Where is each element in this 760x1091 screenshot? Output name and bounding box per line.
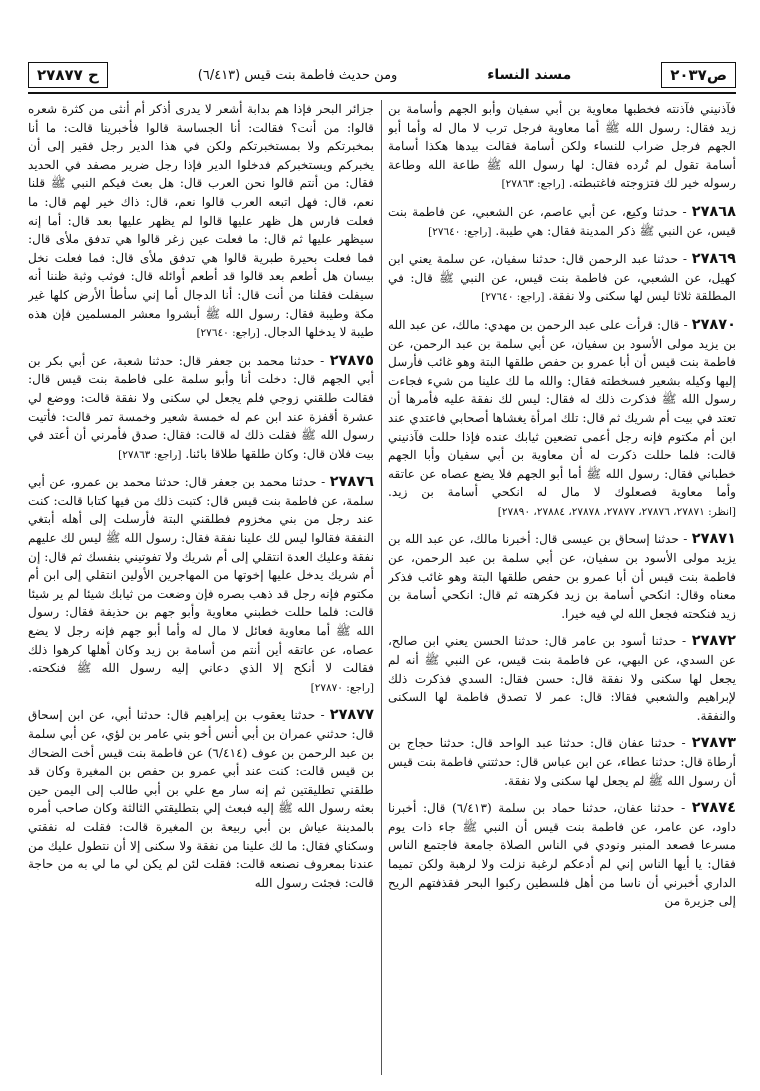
hadith-number: ٢٧٨٦٨ <box>691 203 736 220</box>
hadith-number: ٢٧٨٧٦ <box>329 474 374 491</box>
cross-reference: [انظر: ٢٧٨٧١، ٢٧٨٧٦، ٢٧٨٧٧، ٢٧٨٧٨، ٢٧٨٨٤، ٢٧٨٩٠] <box>497 505 736 518</box>
hadith-entry: ٢٧٨٧١ - حدثنا إسحاق بن عيسى قال: أخبرنا مالك، عن عبد الله بن يزيد مولى الأسود بن سفيان، عن أبي سلمة بن عبد الرحمن، عن فاطمة بنت قيس أن أبا عمرو بن حفص طلقها البتة وهو غائب فذكر معناه وقال: انكحي أسامة بن زيد فكرهته ثم قال: انكحي أسامة بن زيد فنكحته فجعل الله لي فيه خيرا. <box>388 531 736 621</box>
hadith-text: حدثنا وكيع، عن أبي عاصم، عن الشعبي، عن فاطمة بنت قيس، عن النبي ﷺ ذكر المدينة فقال: هي طيبة. <box>388 204 736 238</box>
hadith-text: جزائر البحر فإذا هم بدابة أشعر لا يدرى أذكر أم أنثى من كثرة شعره قالوا: من أنت؟ فقالت: أنا الجساسة قالوا فأخبرينا قالت: ما أنا بمخبرتكم ولا بمستخبرتكم ولكن في هذا الدير رجل فقير إلى أن يخبركم ويستخبركم فدخلوا الدير فإذا رجل ضرير مصفد في الحديد فقال: من أنتم قالوا نحن العرب قال: هل بعث فيكم النبي ﷺ قلنا نعم، قال: فهل اتبعه العرب قالوا نعم، قال: ذاك خير لهم قال: ما فعلت فارس هل ظهر عليها قالوا لم يظهر عليها بعد قال: أما إنه سيظهر عليها ثم قال: ما فعلت عين زغر قالوا هي تدفق ملأى قال: فما فعلت بحيرة طبرية قالوا هي تدفق ملأى قال: فما فعلت نخل بيسان هل أطعم بعد قالوا قد أطعم أوائله قال: فوثب وثبة ظننا أنه سيفلت فقلنا من أنت قال: أنا الدجال أما إني سأطأ الأرض كلها غير مكة وطيبة فقال: رسول الله ﷺ أبشروا معشر المسلمين فإن هذه طيبة لا يدخلها الدجال. <box>28 102 374 340</box>
hadith-text: حدثنا عفان، حدثنا حماد بن سلمة (٦/٤١٣) قال: أخبرنا داود، عن عامر، عن فاطمة بنت قيس أن النبي ﷺ جاء ذات يوم مسرعا فصعد المنبر ونودي في الناس الصلاة جامعة فاجتمع الناس فقال: يا أيها الناس إني لم أدعكم لرغبة نزلت ولا لرهبة ولكن تميما الداري أخبرني أن ناسا من أهل فلسطين ركبوا البحر فقذفتهم الريح إلى جزيرة من <box>388 801 736 909</box>
section-title: ومن حديث فاطمة بنت قيس (٦/٤١٣) <box>197 67 398 83</box>
right-column <box>388 100 736 1075</box>
cross-reference: [راجع: ٢٧٦٤٠] <box>196 327 260 340</box>
hadith-text: حدثنا محمد بن جعفر قال: حدثنا شعبة، عن أبي بكر بن أبي الجهم قال: دخلت أنا وأبو سلمة على فاطمة بنت قيس قال: فقالت طلقني زوجي فلم يجعل لي سكنى ولا نفقة قالت: ووضع لي عشرة أقفزة عند ابن عم له خمسة شعير وخمسة تمر قالت: فأتيت رسول الله ﷺ فقلت ذلك له قالت: فقال: صدق فأمرني أن أعتد في بيت فلان قال: وكان طلقها طلاقا بائنا. <box>28 353 374 461</box>
hadith-entry: ٢٧٨٧٥ - حدثنا محمد بن جعفر قال: حدثنا شعبة، عن أبي بكر بن أبي الجهم قال: دخلت أنا وأبو سلمة على فاطمة بنت قيس قال: فقالت طلقني زوجي فلم يجعل لي سكنى ولا نفقة قالت: ووضع لي عشرة أقفزة عند ابن عم له خمسة شعير وخمسة تمر قالت: فأتيت رسول الله ﷺ فقلت ذلك له قالت: فقال: صدق فأمرني أن أعتد في بيت فلان قال: وكان طلقها طلاقا بائنا. [راجع: ٢٧٨٦٣] <box>28 352 374 461</box>
hadith-number: ٢٧٨٧٢ <box>691 633 736 650</box>
hadith-text: فآذنيني فآذنته فخطبها معاوية بن أبي سفيان وأبو الجهم وأسامة بن زيد فقال: رسول الله ﷺ أما معاوية فرجل ترب لا مال له وأما أبو الجهم فرجل ضراب للنساء ولكن أسامة فقالت بيدها هكذا أسامة أسامة تقول لم تُرده فقال: لها رسول الله ﷺ طاعة الله وطاعة رسوله خير لك فتزوجته فاغتبطته. <box>388 102 736 191</box>
hadith-text: حدثنا إسحاق بن عيسى قال: أخبرنا مالك، عن عبد الله بن يزيد مولى الأسود بن سفيان، عن أبي سلمة بن عبد الرحمن، عن فاطمة بنت قيس أن أبا عمرو بن حفص طلقها البتة وهو غائب فذكر معناه وقال: انكحي أسامة بن زيد فكرهته ثم قال: انكحي أسامة بن زيد فنكحته فجعل الله لي فيه خيرا. <box>388 532 736 621</box>
hadith-text: حدثنا عبد الرحمن قال: حدثنا سفيان، عن سلمة يعني ابن كهيل، عن الشعبي، عن فاطمة بنت قيس، عن النبي ﷺ قال: في المطلقة ثلاثا ليس لها سكنى ولا نفقة. <box>388 252 736 304</box>
hadith-entry: ٢٧٨٧٠ - قال: قرأت على عبد الرحمن بن مهدي: مالك، عن عبد الله بن يزيد مولى الأسود بن سفيان، عن أبي سلمة بن عبد الرحمن، عن فاطمة بنت قيس أن أبا عمرو بن حفص طلقها البتة وهو غائب فأرسل إليها وكيله بشعير فسخطته فقال: والله ما لك علينا من شيء فجاءت رسول الله ﷺ فذكرت ذلك له فقال: ليس لك نفقة عليه فأمرها أن تعتد في بيت أم شريك ثم قال: تلك امرأة يغشاها أصحابي فاعتدي عند ابن أم مكتوم فإنه رجل أعمى تضعين ثيابك عنده فإذا حللت فآذنيني قالت: فلما حللت ذكرت له أن معاوية بن أبي سفيان وأبا الجهم خطباني فقال: رسول الله ﷺ أما أبو الجهم فلا يضع عصاه عن عاتقه وأما معاوية فصعلوك لا مال له انكحي أسامة بن زيد. [انظر: ٢٧٨٧١، ٢٧٨٧٦، ٢٧٨٧٧، ٢٧٨٧٨، ٢٧٨٨٤، ٢٧٨٩٠] <box>388 316 736 518</box>
hadith-entry <box>388 100 736 194</box>
book-title: مسند النساء <box>487 67 572 83</box>
left-column <box>28 100 374 1075</box>
hadith-text: حدثنا عفان قال: حدثنا عبد الواحد قال: حدثنا حجاج بن أرطاة قال: حدثنا عطاء، عن ابن عباس قال: حدثتني فاطمة بنت قيس أن رسول الله ﷺ لم يجعل لها سكنى ولا نفقة. <box>388 736 736 788</box>
hadith-text: حدثنا أسود بن عامر قال: حدثنا الحسن يعني ابن صالح، عن السدي، عن البهي، عن فاطمة بنت قيس، عن النبي ﷺ أنه لم يجعل لها سكنى ولا نفقة قال: حسن فقال: السدي فذكرت ذلك لإبراهيم والشعبي فقالا: قال: عمر لا تصدق فاطمة لها السكنى والنفقة. <box>388 634 736 723</box>
hadith-number: ٢٧٨٦٩ <box>691 251 736 268</box>
hadith-entry: ٢٧٨٦٨ - حدثنا وكيع، عن أبي عاصم، عن الشعبي، عن فاطمة بنت قيس، عن النبي ﷺ ذكر المدينة فقال: هي طيبة. [راجع: ٢٧٦٤٠] <box>388 203 736 238</box>
hadith-number: ٢٧٨٧٤ <box>691 800 736 817</box>
hadith-text: قال: قرأت على عبد الرحمن بن مهدي: مالك، عن عبد الله بن يزيد مولى الأسود بن سفيان، عن أبي سلمة بن عبد الرحمن، عن فاطمة بنت قيس أن أبا عمرو بن حفص طلقها البتة وهو غائب فأرسل إليها وكيله بشعير فسخطته فقال: والله ما لك علينا من شيء فجاءت رسول الله ﷺ فذكرت ذلك له فقال: ليس لك نفقة عليه فأمرها أن تعتد في بيت أم شريك ثم قال: تلك امرأة يغشاها أصحابي فاعتدي عند ابن أم مكتوم فإنه رجل أعمى تضعين ثيابك عنده فإذا حللت فآذنيني قالت: فلما حللت ذكرت له أن معاوية بن أبي سفيان وأبا الجهم خطباني فقال: رسول الله ﷺ أما أبو الجهم فلا يضع عصاه عن عاتقه وأما معاوية فصعلوك لا مال له انكحي أسامة بن زيد. <box>388 317 736 500</box>
cross-reference: [راجع: ٢٧٨٦٣] <box>118 448 182 461</box>
cross-reference: [راجع: ٢٧٨٧٠] <box>310 681 374 694</box>
hadith-number: ٢٧٨٧٥ <box>329 352 374 369</box>
hadith-number: ٢٧٨٧٣ <box>691 735 736 752</box>
hadith-number: ٢٧٨٧٠ <box>691 316 736 333</box>
page-number: ص٢٠٣٧ <box>661 62 736 88</box>
hadith-text: حدثنا محمد بن جعفر قال: حدثنا محمد بن عمرو، عن أبي سلمة، عن فاطمة بنت قيس قال: كتبت ذلك من فيها كتابا قالت: كنت عند رجل من بني مخزوم فطلقني البتة فأرسلت إلى أهله أبتغي النفقة فقالوا ليس لك علينا نفقة فقال: رسول الله ﷺ ليس لك عليهم نفقة وعليك العدة انتقلي إلى أم شريك ولا تفوتيني بنفسك ثم قال: إن أم شريك يدخل عليها إخوتها من المهاجرين الأولين انتقلي إلى ابن أم مكتوم فإنه رجل قد ذهب بصره فإن وضعت من ثيابك شيئا لم ير شيئا قالت: فلما حللت خطبني معاوية وأبو جهم بن حذيفة فقال: رسول الله ﷺ أما معاوية فعائل لا مال له وأما أبو جهم فإنه رجل لا يضع عصاه، عن عاتقه أين أنتم من أسامة بن زيد وكان أهلها كرهوا ذلك فقالت لا أنكح إلا الذي دعاني إليه رسول الله ﷺ فنكحته. <box>28 475 374 676</box>
hadith-marker: ح ٢٧٨٧٧ <box>28 62 108 88</box>
hadith-entry <box>28 100 374 343</box>
hadith-entry: ٢٧٨٧٤ - حدثنا عفان، حدثنا حماد بن سلمة (٦/٤١٣) قال: أخبرنا داود، عن عامر، عن فاطمة بنت قيس أن النبي ﷺ جاء ذات يوم مسرعا فصعد المنبر ونودي في الناس الصلاة جامعة فاجتمع الناس فقال: يا أيها الناس إني لم أدعكم لرغبة نزلت ولا لرهبة ولكن تميما الداري أخبرني أن ناسا من أهل فلسطين ركبوا البحر فقذفتهم الريح إلى جزيرة من <box>388 800 736 909</box>
hadith-entry: ٢٧٨٧٦ - حدثنا محمد بن جعفر قال: حدثنا محمد بن عمرو، عن أبي سلمة، عن فاطمة بنت قيس قال: كتبت ذلك من فيها كتابا قالت: كنت عند رجل من بني مخزوم فطلقني البتة فأرسلت إلى أهله أبتغي النفقة فقالوا ليس لك علينا نفقة فقال: رسول الله ﷺ ليس لك عليهم نفقة وعليك العدة انتقلي إلى أم شريك ولا تفوتيني بنفسك ثم قال: إن أم شريك يدخل عليها إخوتها من المهاجرين الأولين انتقلي إلى ابن أم مكتوم فإنه رجل قد ذهب بصره فإن وضعت من ثيابك شيئا لم ير شيئا قالت: فلما حللت خطبني معاوية وأبو جهم بن حذيفة فقال: رسول الله ﷺ أما معاوية فعائل لا مال له وأما أبو جهم فإنه رجل لا يضع عصاه، عن عاتقه أين أنتم من أسامة بن زيد وكان أهلها كرهوا ذلك فقالت لا أنكح إلا الذي دعاني إليه رسول الله ﷺ فنكحته. [راجع: ٢٧٨٧٠] <box>28 474 374 694</box>
column-divider <box>381 100 382 1075</box>
hadith-number: ٢٧٨٧٧ <box>329 707 374 724</box>
hadith-entry: ٢٧٨٦٩ - حدثنا عبد الرحمن قال: حدثنا سفيان، عن سلمة يعني ابن كهيل، عن الشعبي، عن فاطمة بنت قيس، عن النبي ﷺ قال: في المطلقة ثلاثا ليس لها سكنى ولا نفقة. [راجع: ٢٧٦٤٠] <box>388 251 736 304</box>
hadith-number: ٢٧٨٧١ <box>691 531 736 548</box>
cross-reference: [راجع: ٢٧٨٦٣] <box>501 178 565 191</box>
cross-reference: [راجع: ٢٧٦٤٠] <box>428 225 492 238</box>
hadith-entry: ٢٧٨٧٣ - حدثنا عفان قال: حدثنا عبد الواحد قال: حدثنا حجاج بن أرطاة قال: حدثنا عطاء، عن ابن عباس قال: حدثتني فاطمة بنت قيس أن رسول الله ﷺ لم يجعل لها سكنى ولا نفقة. <box>388 735 736 788</box>
page-header <box>28 58 736 94</box>
hadith-entry: ٢٧٨٧٢ - حدثنا أسود بن عامر قال: حدثنا الحسن يعني ابن صالح، عن السدي، عن البهي، عن فاطمة بنت قيس، عن النبي ﷺ أنه لم يجعل لها سكنى ولا نفقة قال: حسن فقال: السدي فذكرت ذلك لإبراهيم والشعبي فقالا: قال: عمر لا تصدق فاطمة لها السكنى والنفقة. <box>388 633 736 723</box>
hadith-entry: ٢٧٨٧٧ - حدثنا يعقوب بن إبراهيم قال: حدثنا أبي، عن ابن إسحاق قال: حدثني عمران بن أبي أنس أخو بني عامر بن لؤي، عن أبي سلمة بن عبد الرحمن بن عوف (٦/٤١٤) عن فاطمة بنت قيس أخت الضحاك بن قيس قالت: كنت عند أبي عمرو بن حفص بن المغيرة وكان قد طلقني تطليقتين ثم إنه سار مع علي بن أبي طالب إلى اليمن حين بعثه رسول الله ﷺ إليه فبعث إلي بتطليقتي الثالثة وكان صاحب أمره بالمدينة عياش بن أبي ربيعة بن المغيرة قالت: فقلت له نفقتي وسكناي فقال: ما لك علينا من نفقة ولا سكنى إلا أن نتطول عليك من عندنا بمعروف نصنعه قالت: فقلت لئن لم يكن لي ما لي به من حاجة قالت: فجئت رسول الله <box>28 707 374 890</box>
cross-reference: [راجع: ٢٧٦٤٠] <box>481 291 545 304</box>
hadith-text: حدثنا يعقوب بن إبراهيم قال: حدثنا أبي، عن ابن إسحاق قال: حدثني عمران بن أبي أنس أخو بني عامر بن لؤي، عن أبي سلمة بن عبد الرحمن بن عوف (٦/٤١٤) عن فاطمة بنت قيس أخت الضحاك بن قيس قالت: كنت عند أبي عمرو بن حفص بن المغيرة وكان قد طلقني تطليقتين ثم إنه سار مع علي بن أبي طالب إلى اليمن حين بعثه رسول الله ﷺ إليه فبعث إلي بتطليقتي الثالثة وكان صاحب أمره بالمدينة عياش بن أبي ربيعة بن المغيرة قالت: فقلت له نفقتي وسكناي فقال: ما لك علينا من نفقة ولا سكنى إلا أن نتطول عليك من عندنا بمعروف نصنعه قالت: فقلت لئن لم يكن لي ما لي به من حاجة قالت: فجئت رسول الله <box>28 708 374 890</box>
